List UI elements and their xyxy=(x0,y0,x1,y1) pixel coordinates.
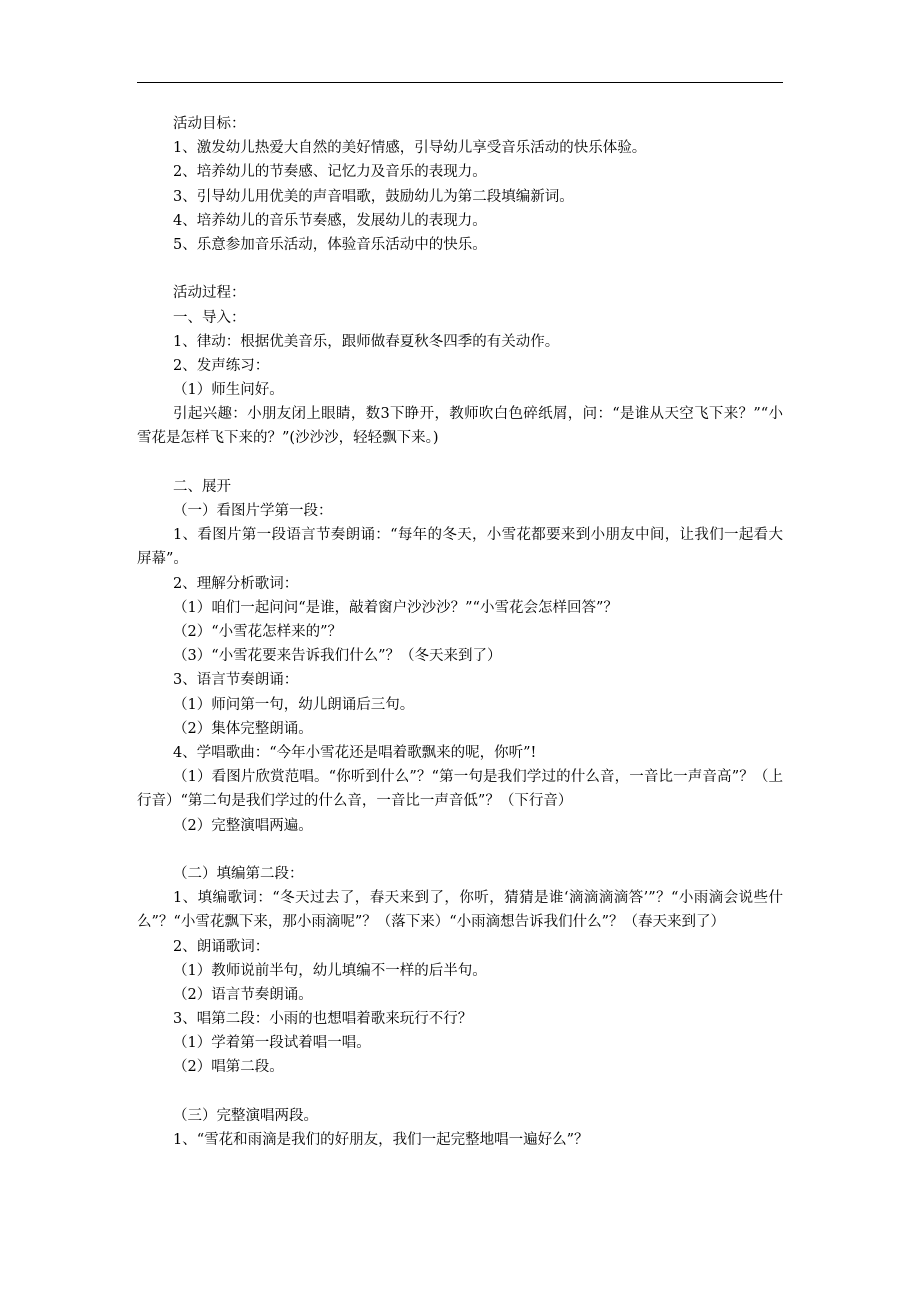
process-heading: 活动过程： xyxy=(173,285,246,302)
goal-item: 4、培养幼儿的音乐节奏感，发展幼儿的表现力。 xyxy=(173,212,487,229)
goal-item: 3、引导幼儿用优美的声音唱歌，鼓励幼儿为第二段填编新词。 xyxy=(173,188,574,205)
step-line: （1）师问第一句，幼儿朗诵后三句。 xyxy=(173,696,415,713)
step-line: 3、语言节奏朗诵： xyxy=(173,672,299,689)
document-body xyxy=(137,112,783,1152)
goal-item: 2、培养幼儿的节奏感、记忆力及音乐的表现力。 xyxy=(173,164,487,181)
goal-item: 1、激发幼儿热爱大自然的美好情感，引导幼儿享受音乐活动的快乐体验。 xyxy=(173,140,647,157)
step-paragraph: 1、填编歌词：“冬天过去了，春天来到了，你听，猜猜是谁‘滴滴滴滴答’”？“小雨滴会说些什么”？“小雪花飘下来，那小雨滴呢”？（落下来）“小雨滴想告诉我们什么”？（春天来到了） xyxy=(137,890,783,931)
step-line: 3、唱第二段：小雨的也想唱着歌来玩行不行？ xyxy=(173,1011,473,1028)
step-line: 4、学唱歌曲：“今年小雪花还是唱着歌飘来的呢，你听”! xyxy=(173,744,537,761)
step-line: （2）集体完整朗诵。 xyxy=(173,720,313,737)
subsection-title: （三）完整演唱两段。 xyxy=(173,1107,318,1124)
step-line: （1）学着第一段试着唱一唱。 xyxy=(173,1035,371,1052)
step-line: （3）“小雪花要来告诉我们什么”？（冬天来到了） xyxy=(173,648,502,665)
step-paragraph: （1）看图片欣赏范唱。“你听到什么”？“第一句是我们学过的什么音，一音比一声音高”？（上行音）“第二句是我们学过的什么音，一音比一声音低”？（下行音） xyxy=(137,769,783,810)
step-line: 1、“雪花和雨滴是我们的好朋友，我们一起完整地唱一遍好么”？ xyxy=(173,1132,589,1148)
step-paragraph: 1、看图片第一段语言节奏朗诵：“每年的冬天，小雪花都要来到小朋友中间，让我们一起看大屏幕”。 xyxy=(137,527,783,568)
step-line: （1）师生问好。 xyxy=(173,382,284,399)
step-line: （2）唱第二段。 xyxy=(173,1059,284,1076)
header-rule xyxy=(137,82,783,83)
step-line: 2、发声练习： xyxy=(173,357,270,374)
step-line: （1）咱们一起问问“是谁，敲着窗户沙沙沙？”“小雪花会怎样回答”？ xyxy=(173,599,618,616)
step-line: 2、理解分析歌词： xyxy=(173,575,299,592)
step-line: （2）完整演唱两遍。 xyxy=(173,817,313,834)
step-paragraph: 引起兴趣：小朋友闭上眼睛，数3下睁开，教师吹白色碎纸屑，问：“是谁从天空飞下来？”“小雪花是怎样飞下来的？”(沙沙沙，轻轻飘下来。) xyxy=(137,406,783,447)
step-line: （2）“小雪花怎样来的”？ xyxy=(173,624,343,640)
goal-item: 5、乐意参加音乐活动，体验音乐活动中的快乐。 xyxy=(173,236,487,253)
subsection-title: （一）看图片学第一段： xyxy=(173,503,333,520)
section-title: 一、导入： xyxy=(173,309,246,326)
step-line: 2、朗诵歌词： xyxy=(173,938,270,955)
step-line: （2）语言节奏朗诵。 xyxy=(173,986,313,1003)
subsection-title: （二）填编第二段： xyxy=(173,865,304,882)
section-title: 二、展开 xyxy=(173,478,231,495)
step-line: 1、律动：根据优美音乐，跟师做春夏秋冬四季的有关动作。 xyxy=(173,333,560,350)
goals-heading: 活动目标： xyxy=(173,116,246,132)
step-line: （1）教师说前半句，幼儿填编不一样的后半句。 xyxy=(173,962,487,979)
